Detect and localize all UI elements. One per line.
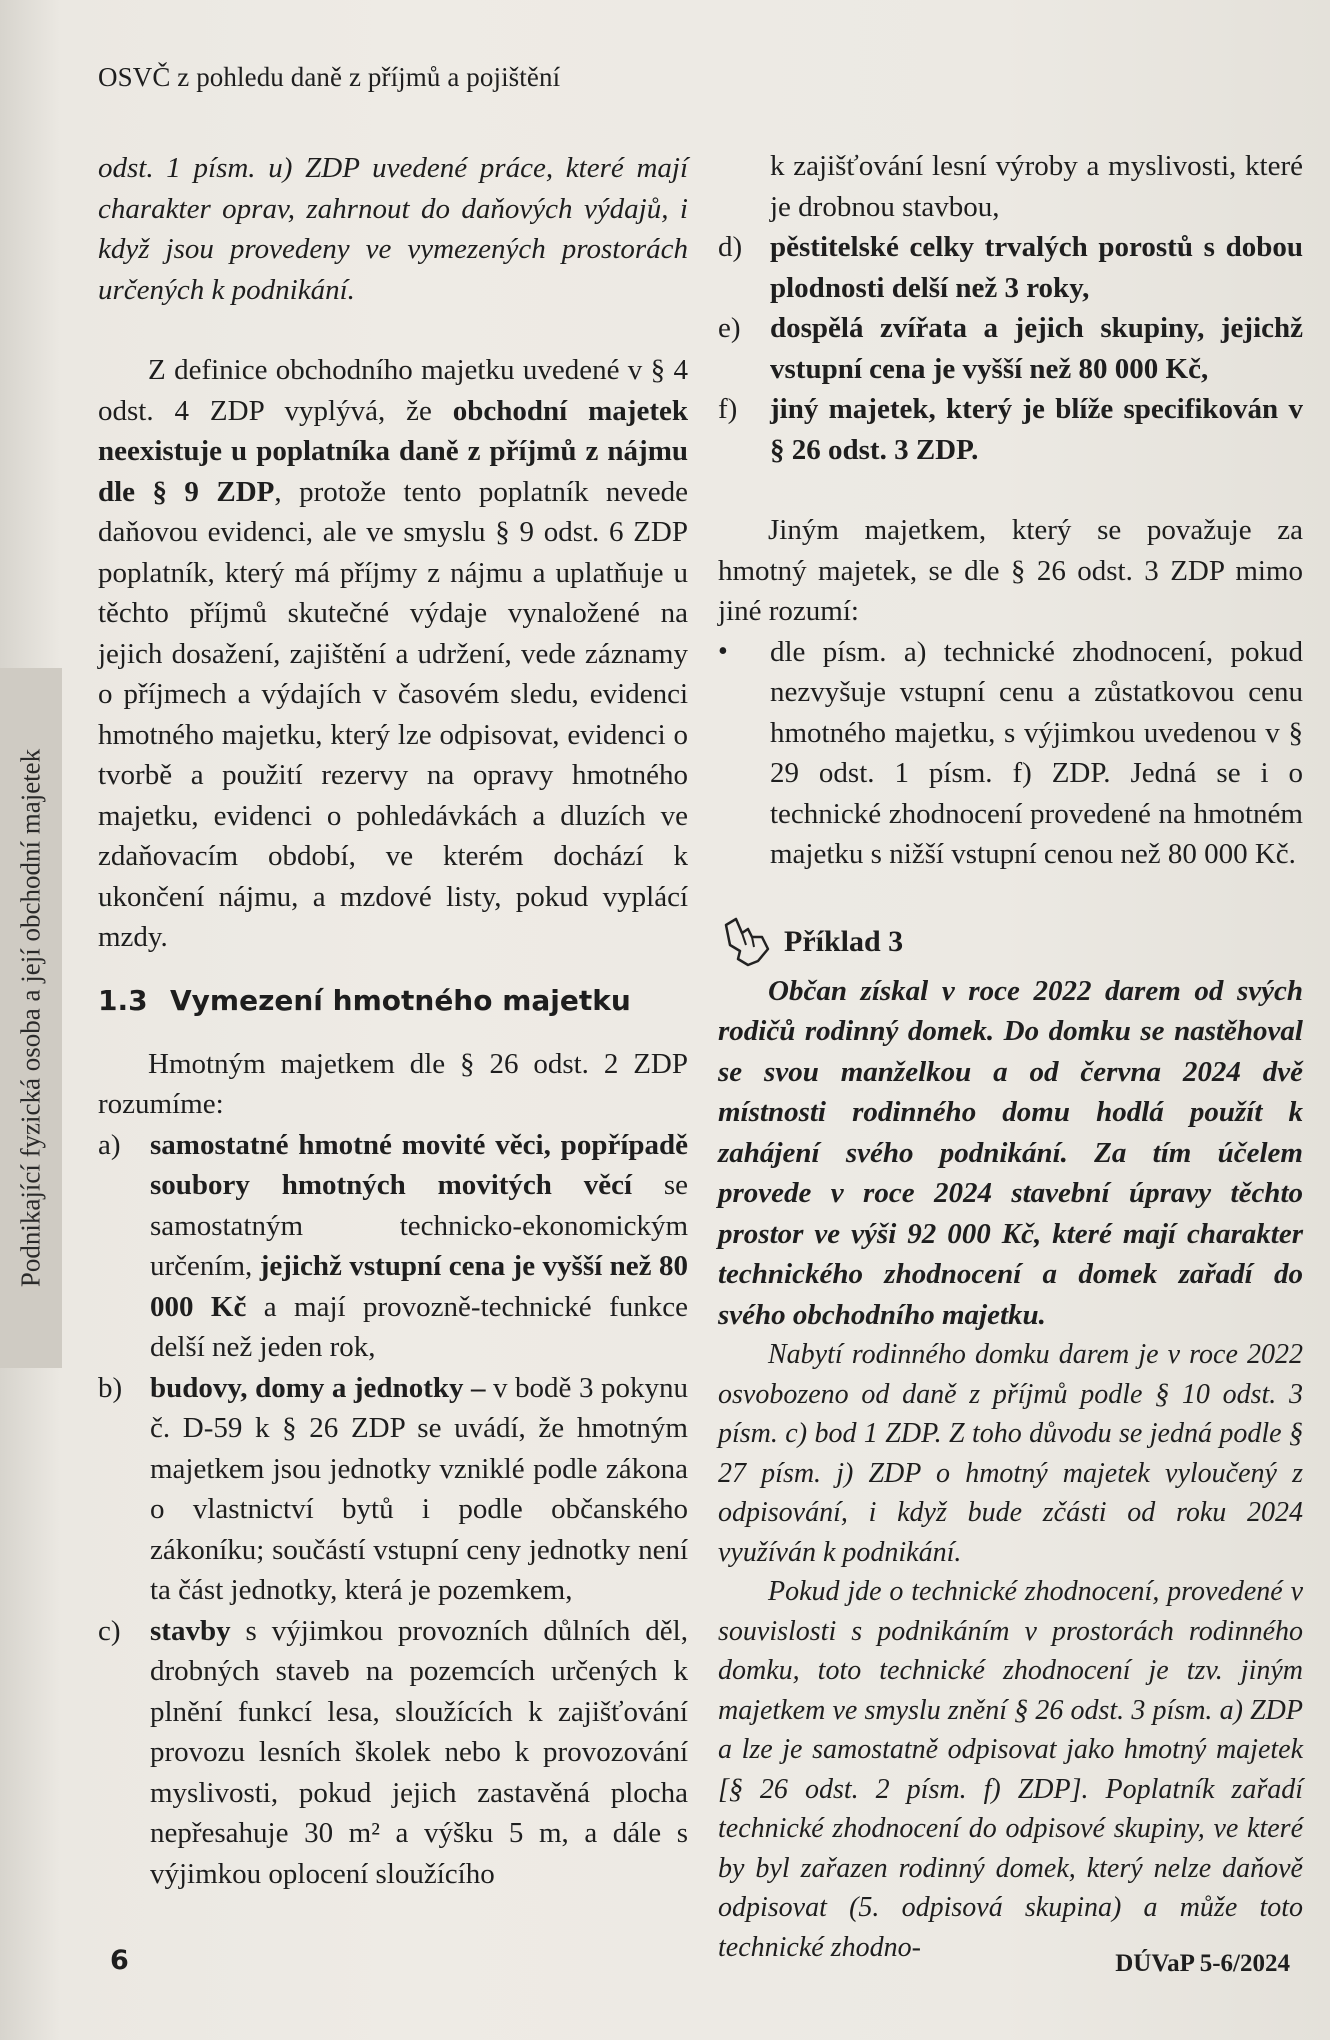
list-item-continuation xyxy=(718,146,1303,227)
business-assets-paragraph xyxy=(98,350,688,958)
list-text: pěstitelské celky trvalých porostů s dobou plodnosti delší než 3 roky, xyxy=(770,231,1303,304)
bullet-text: dle písm. a) technické zhodnocení, pokud nezvyšuje vstupní cenu a zůstatkovou cenu hmotného majetku, s výjimkou uvedenou v § 29 odst. 1 písm. f) ZDP. Jedná se i o technické zhodnocení provedené na hmotném majetku s nižší vstupní cenou než 80 000 Kč. xyxy=(770,635,1303,870)
list-item xyxy=(718,227,1303,308)
list-text: dospělá zvířata a jejich skupiny, jejichž vstupní cena je vyšší než 80 000 Kč, xyxy=(770,312,1303,385)
side-tab xyxy=(0,668,62,1368)
text-run: v bodě 3 pokynu č. D-59 k § 26 ZDP se uvádí, že hmotným majetkem jsou jednotky vzniklé podle zákona o vlastnictví bytů i podle občanského zákoníku; součástí vstupní ceny jednotky není ta část jednotky, která je pozemkem, xyxy=(150,1371,688,1606)
list-label: a) xyxy=(98,1128,121,1161)
list-text xyxy=(150,1368,688,1611)
right-column xyxy=(718,146,1303,1967)
bold-run: jejichž vstupní cena je vyšší než 80 000 Kč xyxy=(150,1250,689,1323)
text-run: se samostatným technicko-ekonomickým určením, xyxy=(150,1169,688,1282)
section-title: Vymezení hmotného majetku xyxy=(170,983,631,1017)
pointing-hand-icon xyxy=(718,915,774,971)
tangible-assets-intro: Hmotným majetkem dle § 26 odst. 2 ZDP rozumíme: xyxy=(98,1047,688,1120)
list-label: b) xyxy=(98,1371,123,1404)
list-item xyxy=(718,308,1303,389)
journal-name: DÚVaP 5-6/2024 xyxy=(1115,1950,1290,1977)
section-number: 1.3 xyxy=(98,983,148,1017)
text-run: a mají provozně-technické funkce delší než jeden rok, xyxy=(150,1290,688,1363)
bold-run: obchodní majetek neexistuje u poplatníka daně z příjmů z nájmu dle § 9 ZDP xyxy=(98,394,688,508)
list-text: jiný majetek, který je blíže specifikován v § 26 odst. 3 ZDP. xyxy=(770,393,1303,466)
list-item xyxy=(98,1368,688,1611)
list-label: d) xyxy=(718,231,743,263)
list-item xyxy=(98,1125,688,1368)
intro-paragraph: odst. 1 písm. u) ZDP uvedené práce, které mají charakter oprav, zahrnout do daňových výdajů, i když jsou provedeny ve vymezených prostorách určených k podnikání. xyxy=(98,152,688,306)
list-label: c) xyxy=(98,1614,121,1647)
example-note: Nabytí rodinného domku darem je v roce 2022 osvobozeno od daně z příjmů podle § 10 odst. 3 písm. c) bod 1 ZDP. Z toho důvodu se jedná podle § 27 písm. j) ZDP o hmotný majetek vyloučený z odpisování, i když bude zčásti od roku 2024 využíván k podnikání. xyxy=(718,1339,1303,1568)
section-heading xyxy=(98,980,688,1022)
side-tab-label: Podnikající fyzická osoba a její obchodní majetek xyxy=(15,748,46,1288)
page-number: 6 xyxy=(110,1945,129,1976)
list-text xyxy=(150,1611,688,1895)
text-run: , protože tento poplatník nevede daňovou evidenci, ale ve smyslu § 9 odst. 6 ZDP poplatník, který má příjmy z nájmu a uplatňuje u těchto příjmů skutečné výdaje vynaložené na jejich dosažení, zajištění a udržení, vede záznamy o příjmech a výdajích v časovém sledu, evidenci hmotného majetku, který lze odpisovat, evidenci o tvorbě a použití rezervy na opravy hmotného majetku, evidenci o pohledávkách a dluzích ve zdaňovacím období, ve kterém dochází k ukončení nájmu, a mzdové listy, pokud vyplácí mzdy. xyxy=(98,475,689,953)
text-run: s výjimkou provozních důlních děl, drobných staveb na pozemcích určených k plnění funkcí lesa, sloužících k zajišťování provozu lesních školek nebo k provozování myslivosti, pokud jejich zastavěná plocha nepřesahuje 30 m² a výšku 5 m, a dále s výjimkou oplocení sloužícího xyxy=(150,1614,688,1890)
example-body: Občan získal v roce 2022 darem od svých rodičů rodinný domek. Do domku se nastěhoval se svou manželkou a od června 2024 dvě místnosti rodinného domu hodlá použít k zahájení svého podnikání. Za tím účelem provede v roce 2024 stavební úpravy těchto prostor ve výši 92 000 Kč, které mají charakter technického zhodnocení a domek zařadí do svého obchodního majetku. xyxy=(718,974,1303,1331)
bullet-item xyxy=(718,632,1303,875)
bold-run: stavby xyxy=(150,1614,231,1647)
list-label: e) xyxy=(718,312,741,344)
example-header xyxy=(718,915,1303,971)
list-text xyxy=(150,1125,688,1368)
bullet-icon: • xyxy=(718,635,728,667)
list-text: k zajišťování lesní výroby a myslivosti, které je drobnou stavbou, xyxy=(770,150,1303,223)
bold-run: budovy, domy a jednotky – xyxy=(150,1371,494,1404)
bold-run: samostatné hmotné movité věci, popřípadě soubory hmotných movitých věcí xyxy=(150,1128,688,1201)
running-header: OSVČ z pohledu daně z příjmů a pojištění xyxy=(98,62,561,92)
example-note: Pokud jde o technické zhodnocení, provedené v souvislosti s podnikáním v prostorách rodinného domku, toto technické zhodnocení je tzv. jiným majetkem ve smyslu znění § 26 odst. 3 písm. a) ZDP a lze je samostatně odpisovat jako hmotný majetek [§ 26 odst. 2 písm. f) ZDP]. Poplatník zařadí technické zhodnocení do odpisové skupiny, ve které by byl zařazen rodinný domek, který nelze daňově odpisovat (5. odpisová skupina) a může toto technické zhodno- xyxy=(718,1576,1303,1963)
list-label: f) xyxy=(718,393,738,425)
left-column xyxy=(98,148,688,1894)
other-assets-paragraph: Jiným majetkem, který se považuje za hmotný majetek, se dle § 26 odst. 3 ZDP mimo jiné rozumí: xyxy=(718,514,1303,627)
list-item xyxy=(718,389,1303,470)
example-title: Příklad 3 xyxy=(784,925,904,959)
text-run: Z definice obchodního majetku uvedené v § 4 odst. 4 ZDP vyplývá, že xyxy=(98,354,688,427)
list-item xyxy=(98,1611,688,1895)
